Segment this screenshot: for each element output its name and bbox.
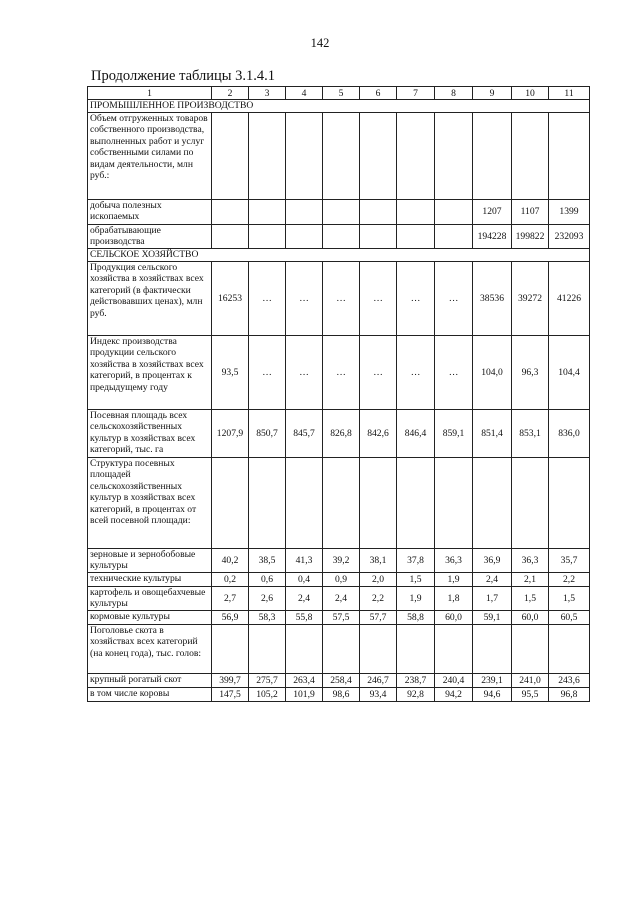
- value-cell: …: [397, 262, 435, 336]
- value-cell: 239,1: [473, 674, 512, 688]
- value-cell: [360, 625, 397, 674]
- value-cell: 104,4: [549, 336, 590, 410]
- value-cell: …: [249, 336, 286, 410]
- value-cell: …: [286, 262, 323, 336]
- value-cell: 845,7: [286, 410, 323, 458]
- value-cell: [397, 113, 435, 200]
- value-cell: 41226: [549, 262, 590, 336]
- table-row: [88, 458, 590, 549]
- value-cell: 147,5: [212, 688, 249, 702]
- value-cell: 1,7: [473, 587, 512, 611]
- table-row: [88, 200, 590, 225]
- value-cell: …: [286, 336, 323, 410]
- value-cell: 2,6: [249, 587, 286, 611]
- value-cell: 2,4: [473, 573, 512, 587]
- value-cell: 1207: [473, 200, 512, 225]
- value-cell: 0,9: [323, 573, 360, 587]
- value-cell: 842,6: [360, 410, 397, 458]
- value-cell: 101,9: [286, 688, 323, 702]
- table-row: [88, 688, 590, 702]
- value-cell: 2,1: [512, 573, 549, 587]
- value-cell: 1207,9: [212, 410, 249, 458]
- column-number-cell: 10: [512, 87, 549, 100]
- section-title: СЕЛЬСКОЕ ХОЗЯЙСТВО: [88, 249, 590, 262]
- value-cell: 0,4: [286, 573, 323, 587]
- table-row: [88, 113, 590, 200]
- value-cell: [212, 200, 249, 225]
- value-cell: [435, 113, 473, 200]
- value-cell: 2,7: [212, 587, 249, 611]
- value-cell: 238,7: [397, 674, 435, 688]
- table-row: [88, 262, 590, 336]
- value-cell: 38,1: [360, 549, 397, 573]
- value-cell: 836,0: [549, 410, 590, 458]
- value-cell: 58,8: [397, 611, 435, 625]
- value-cell: [473, 113, 512, 200]
- value-cell: [286, 225, 323, 249]
- value-cell: 241,0: [512, 674, 549, 688]
- value-cell: 57,7: [360, 611, 397, 625]
- value-cell: [212, 113, 249, 200]
- value-cell: [397, 625, 435, 674]
- value-cell: 1,5: [397, 573, 435, 587]
- value-cell: [512, 458, 549, 549]
- value-cell: [249, 458, 286, 549]
- value-cell: [435, 200, 473, 225]
- value-cell: 60,5: [549, 611, 590, 625]
- value-cell: 194228: [473, 225, 512, 249]
- table-row: [88, 587, 590, 611]
- value-cell: [212, 225, 249, 249]
- row-label: Продукция сельского хозяйства в хозяйствах всех категорий (в фактически действовавших ценах), млн руб.: [88, 262, 212, 336]
- value-cell: 37,8: [397, 549, 435, 573]
- value-cell: 1,9: [397, 587, 435, 611]
- table-caption: Продолжение таблицы 3.1.4.1: [91, 68, 276, 84]
- row-label: добыча полезных ископаемых: [88, 200, 212, 225]
- value-cell: [435, 225, 473, 249]
- column-number-cell: 7: [397, 87, 435, 100]
- value-cell: [397, 200, 435, 225]
- page-number: 142: [310, 36, 330, 50]
- value-cell: [435, 458, 473, 549]
- column-number-cell: 5: [323, 87, 360, 100]
- value-cell: 98,6: [323, 688, 360, 702]
- table-row: [88, 573, 590, 587]
- value-cell: 1107: [512, 200, 549, 225]
- value-cell: 95,5: [512, 688, 549, 702]
- row-label: обрабатывающие производства: [88, 225, 212, 249]
- value-cell: 2,2: [360, 587, 397, 611]
- value-cell: 94,6: [473, 688, 512, 702]
- value-cell: [249, 113, 286, 200]
- value-cell: 36,3: [435, 549, 473, 573]
- value-cell: [549, 625, 590, 674]
- value-cell: [397, 458, 435, 549]
- value-cell: 39272: [512, 262, 549, 336]
- value-cell: 0,6: [249, 573, 286, 587]
- value-cell: [473, 458, 512, 549]
- value-cell: 2,4: [286, 587, 323, 611]
- row-label: технические культуры: [88, 573, 212, 587]
- row-label: в том числе коровы: [88, 688, 212, 702]
- value-cell: 57,5: [323, 611, 360, 625]
- row-label: Индекс производства продукции сельского хозяйства в хозяйствах всех категорий, в процентах к предыдущему году: [88, 336, 212, 410]
- value-cell: 40,2: [212, 549, 249, 573]
- value-cell: 104,0: [473, 336, 512, 410]
- value-cell: 826,8: [323, 410, 360, 458]
- value-cell: [323, 225, 360, 249]
- value-cell: [397, 225, 435, 249]
- column-number-cell: 4: [286, 87, 323, 100]
- value-cell: [323, 200, 360, 225]
- value-cell: 246,7: [360, 674, 397, 688]
- table-row: [88, 410, 590, 458]
- value-cell: [286, 625, 323, 674]
- column-number-cell: 8: [435, 87, 473, 100]
- table-row: [88, 611, 590, 625]
- table-row: [88, 674, 590, 688]
- value-cell: 850,7: [249, 410, 286, 458]
- value-cell: 93,5: [212, 336, 249, 410]
- value-cell: 105,2: [249, 688, 286, 702]
- table-row: [88, 625, 590, 674]
- value-cell: 93,4: [360, 688, 397, 702]
- value-cell: 58,3: [249, 611, 286, 625]
- value-cell: 55,8: [286, 611, 323, 625]
- value-cell: 1,8: [435, 587, 473, 611]
- value-cell: 41,3: [286, 549, 323, 573]
- value-cell: 853,1: [512, 410, 549, 458]
- value-cell: 60,0: [435, 611, 473, 625]
- value-cell: …: [397, 336, 435, 410]
- row-label: крупный рогатый скот: [88, 674, 212, 688]
- value-cell: 36,3: [512, 549, 549, 573]
- value-cell: [512, 113, 549, 200]
- value-cell: …: [323, 336, 360, 410]
- value-cell: 275,7: [249, 674, 286, 688]
- value-cell: [435, 625, 473, 674]
- value-cell: 263,4: [286, 674, 323, 688]
- value-cell: 2,0: [360, 573, 397, 587]
- column-number-cell: 11: [549, 87, 590, 100]
- section-header-row: [88, 249, 590, 262]
- column-number-row: [88, 87, 590, 100]
- value-cell: [249, 625, 286, 674]
- value-cell: 0,2: [212, 573, 249, 587]
- row-label: Объем отгруженных товаров собственного производства, выполненных работ и услуг собственными силами по видам деятельности, млн руб.:: [88, 113, 212, 200]
- value-cell: 232093: [549, 225, 590, 249]
- value-cell: …: [435, 336, 473, 410]
- value-cell: 96,3: [512, 336, 549, 410]
- row-label: Поголовье скота в хозяйствах всех категорий (на конец года), тыс. голов:: [88, 625, 212, 674]
- value-cell: [360, 200, 397, 225]
- value-cell: 240,4: [435, 674, 473, 688]
- value-cell: 1,5: [512, 587, 549, 611]
- value-cell: 59,1: [473, 611, 512, 625]
- value-cell: …: [323, 262, 360, 336]
- table-row: [88, 336, 590, 410]
- column-number-cell: 3: [249, 87, 286, 100]
- value-cell: 94,2: [435, 688, 473, 702]
- section-header-row: [88, 100, 590, 113]
- value-cell: [473, 625, 512, 674]
- value-cell: 2,2: [549, 573, 590, 587]
- value-cell: [360, 458, 397, 549]
- row-label: Структура посевных площадей сельскохозяйственных культур в хозяйствах всех категорий, в процентах от всей посевной площади:: [88, 458, 212, 549]
- table-row: [88, 225, 590, 249]
- value-cell: 96,8: [549, 688, 590, 702]
- value-cell: [323, 625, 360, 674]
- value-cell: [549, 458, 590, 549]
- value-cell: [323, 113, 360, 200]
- column-number-cell: 9: [473, 87, 512, 100]
- row-label: зерновые и зернобобовые культуры: [88, 549, 212, 573]
- value-cell: [286, 458, 323, 549]
- value-cell: 399,7: [212, 674, 249, 688]
- value-cell: 258,4: [323, 674, 360, 688]
- value-cell: 36,9: [473, 549, 512, 573]
- data-table: [87, 86, 590, 702]
- value-cell: …: [360, 336, 397, 410]
- value-cell: [360, 113, 397, 200]
- value-cell: …: [249, 262, 286, 336]
- value-cell: 38,5: [249, 549, 286, 573]
- row-label: картофель и овощебахчевые культуры: [88, 587, 212, 611]
- value-cell: 199822: [512, 225, 549, 249]
- value-cell: 1399: [549, 200, 590, 225]
- value-cell: 851,4: [473, 410, 512, 458]
- column-number-cell: 2: [212, 87, 249, 100]
- value-cell: 846,4: [397, 410, 435, 458]
- value-cell: [212, 625, 249, 674]
- column-number-cell: 1: [88, 87, 212, 100]
- value-cell: [249, 200, 286, 225]
- value-cell: [512, 625, 549, 674]
- value-cell: 16253: [212, 262, 249, 336]
- value-cell: 38536: [473, 262, 512, 336]
- value-cell: 1,9: [435, 573, 473, 587]
- value-cell: [360, 225, 397, 249]
- value-cell: …: [360, 262, 397, 336]
- value-cell: 243,6: [549, 674, 590, 688]
- value-cell: [549, 113, 590, 200]
- value-cell: 60,0: [512, 611, 549, 625]
- value-cell: 56,9: [212, 611, 249, 625]
- value-cell: 39,2: [323, 549, 360, 573]
- row-label: Посевная площадь всех сельскохозяйственных культур в хозяйствах всех категорий, тыс. га: [88, 410, 212, 458]
- row-label: кормовые культуры: [88, 611, 212, 625]
- value-cell: [249, 225, 286, 249]
- value-cell: [286, 113, 323, 200]
- value-cell: [212, 458, 249, 549]
- value-cell: 2,4: [323, 587, 360, 611]
- value-cell: 92,8: [397, 688, 435, 702]
- table-row: [88, 549, 590, 573]
- column-number-cell: 6: [360, 87, 397, 100]
- value-cell: [323, 458, 360, 549]
- value-cell: [286, 200, 323, 225]
- section-title: ПРОМЫШЛЕННОЕ ПРОИЗВОДСТВО: [88, 100, 590, 113]
- value-cell: 35,7: [549, 549, 590, 573]
- value-cell: 1,5: [549, 587, 590, 611]
- value-cell: …: [435, 262, 473, 336]
- value-cell: 859,1: [435, 410, 473, 458]
